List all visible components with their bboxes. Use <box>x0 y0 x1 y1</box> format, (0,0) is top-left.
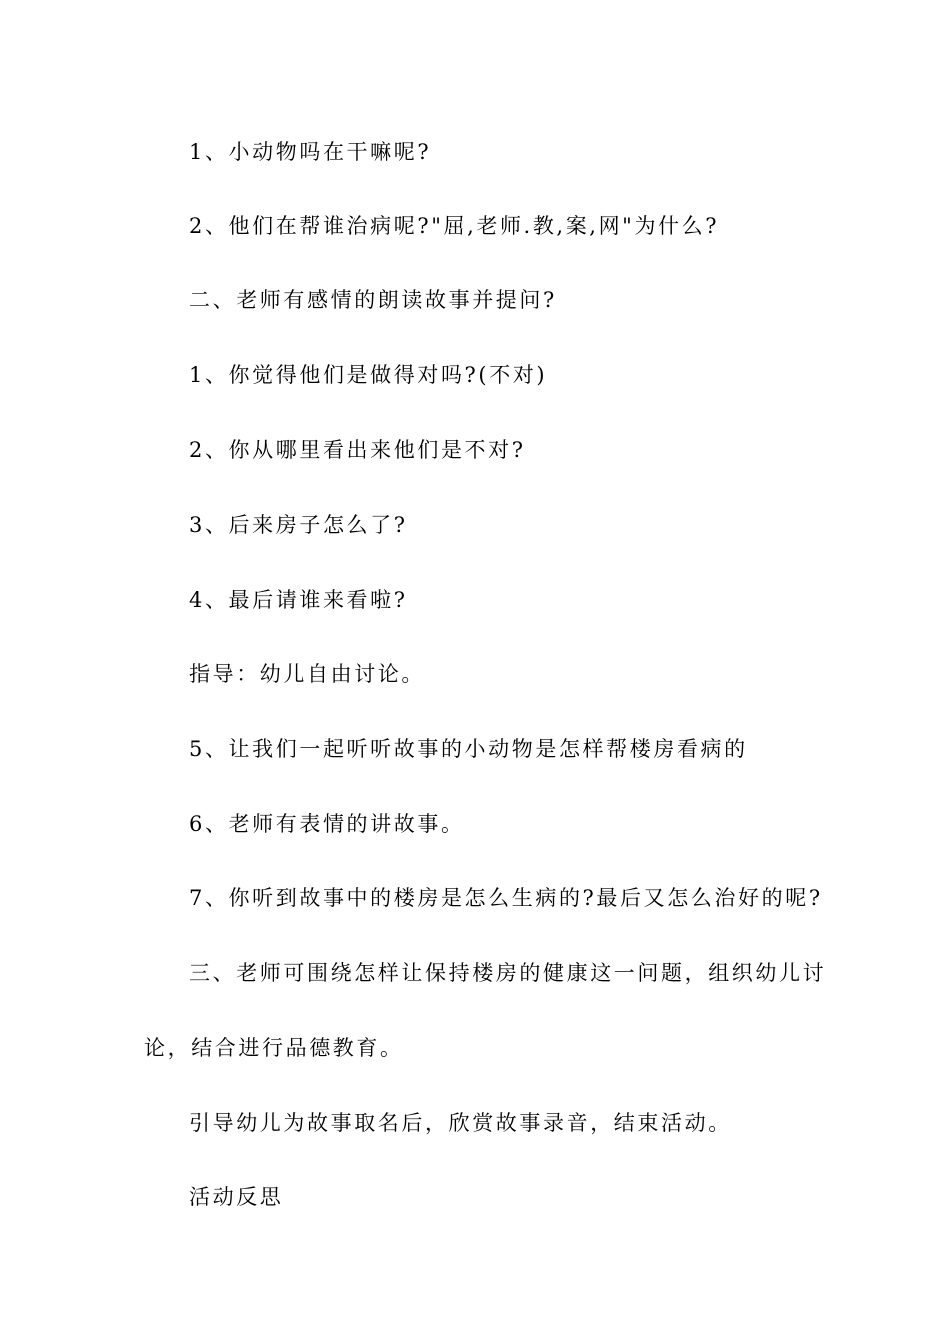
paragraph-line: 7、你听到故事中的楼房是怎么生病的?最后又怎么治好的呢? <box>189 886 823 910</box>
paragraph-line: 2、他们在帮谁治病呢?"屈,老师.教,案,网"为什么? <box>189 214 720 238</box>
paragraph-line: 2、你从哪里看出来他们是不对? <box>189 438 526 462</box>
section-heading: 二、老师有感情的朗读故事并提问? <box>189 288 557 312</box>
paragraph-line: 论，结合进行品德教育。 <box>144 1036 404 1060</box>
paragraph-line: 6、老师有表情的讲故事。 <box>189 812 465 836</box>
paragraph-line: 引导幼儿为故事取名后，欣赏故事录音，结束活动。 <box>189 1111 732 1135</box>
paragraph-line: 指导：幼儿自由讨论。 <box>189 662 425 686</box>
section-heading: 三、老师可围绕怎样让保持楼房的健康这一问题，组织幼儿讨 <box>189 961 827 985</box>
paragraph-line: 3、后来房子怎么了? <box>189 513 408 537</box>
paragraph-line: 1、你觉得他们是做得对吗?(不对) <box>189 363 548 387</box>
paragraph-line: 4、最后请谁来看啦? <box>189 588 408 612</box>
section-heading: 活动反思 <box>189 1185 284 1209</box>
paragraph-line: 5、让我们一起听听故事的小动物是怎样帮楼房看病的 <box>189 737 748 761</box>
paragraph-line: 1、小动物吗在干嘛呢? <box>189 140 432 164</box>
